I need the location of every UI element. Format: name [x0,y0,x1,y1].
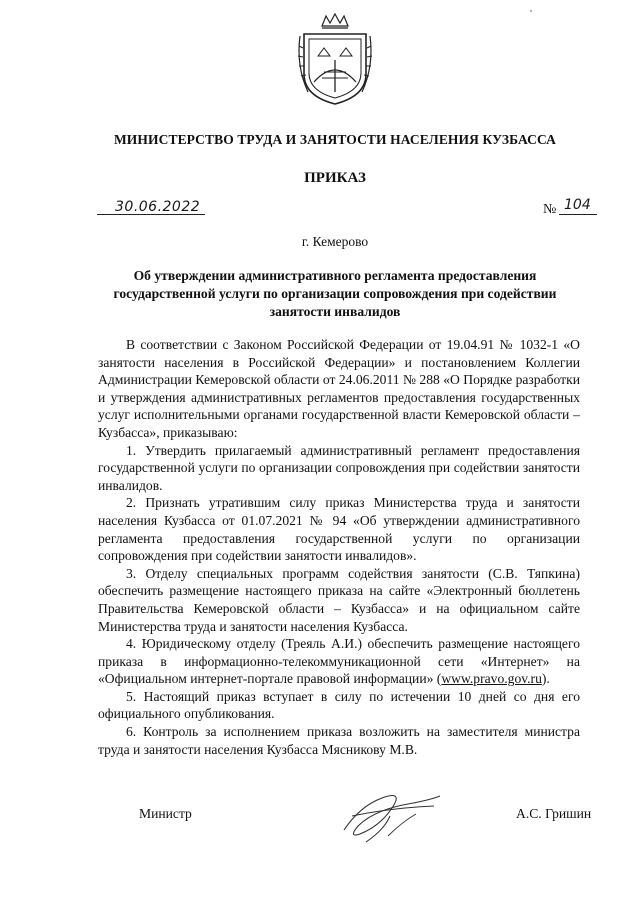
ministry-name: МИНИСТЕРСТВО ТРУДА И ЗАНЯТОСТИ НАСЕЛЕНИЯ КУЗБАССА [113,132,557,147]
item-5-paragraph: 5. Настоящий приказ вступает в силу по истечении 10 дней со дня его официального опубликования. [98,688,580,722]
coat-of-arms-icon [294,12,376,108]
document-body [98,336,580,758]
heading-line-3: занятости инвалидов [269,304,401,319]
handwritten-signature-icon [330,786,450,846]
item-2-paragraph: 2. Признать утратившим силу приказ Министерства труда и занятости населения Кузбасса от 01.07.2021 № 94 «Об утверждении административного регламента предоставления государственной услуги по организации сопровождения при содействии занятости инвалидов». [98,495,580,564]
date-number-row [97,196,597,222]
scan-speck [530,10,532,12]
date-underline [97,214,205,215]
signer-position: Министр [139,806,192,821]
order-number: 104 [564,197,591,213]
item-4-tail: ). [541,671,550,687]
city: г. Кемерово [301,234,369,249]
item-6-paragraph: 6. Контроль за исполнением приказа возложить на заместителя министра труда и занятости населения Кузбасса Мясникову М.В. [98,724,580,757]
item-3-paragraph: 3. Отделу специальных программ содействия занятости (С.В. Тяпкина) обеспечить размещение настоящего приказа на сайте «Электронный бюллетень Правительства Кемеровской области – Кузбасса» и на официальном сайте Министерства труда и занятости населения Кузбасса. [98,565,580,634]
item-4-text: 4. Юридическому отделу (Треяль А.И.) обеспечить размещение настоящего приказа в информационно-телекоммуникационной сети «Интернет» на «Официальном интернет-портале правовой информации» ( [98,636,580,687]
number-label: № [543,202,557,217]
item-4-paragraph [98,635,580,688]
signer-name: А.С. Гришин [516,806,592,821]
heading-line-2: государственной услуги по организации сопровождения при содействии [113,286,557,301]
preamble-paragraph: В соответствии с Законом Российской Федерации от 19.04.91 № 1032-1 «О занятости населения в Российской Федерации» и постановлением Коллегии Администрации Кемеровской области от 24.06.2011 № 288 «О Порядке разработки и утверждения административных регламентов предоставления государственных услуг исполнительными органами государственной власти Кемеровской области – Кузбасса», приказываю: [98,337,580,440]
pravo-link[interactable]: www.pravo.gov.ru [441,671,542,687]
document-heading [90,267,580,321]
item-1-paragraph: 1. Утвердить прилагаемый административный регламент предоставления государственной услуги по организации сопровождения при содействии занятости инвалидов. [98,442,580,493]
order-title: ПРИКАЗ [304,170,366,186]
order-date: 30.06.2022 [115,199,201,215]
signature-block [0,792,639,852]
number-underline [559,214,597,215]
heading-line-1: Об утверждении административного регламента предоставления [133,268,537,283]
